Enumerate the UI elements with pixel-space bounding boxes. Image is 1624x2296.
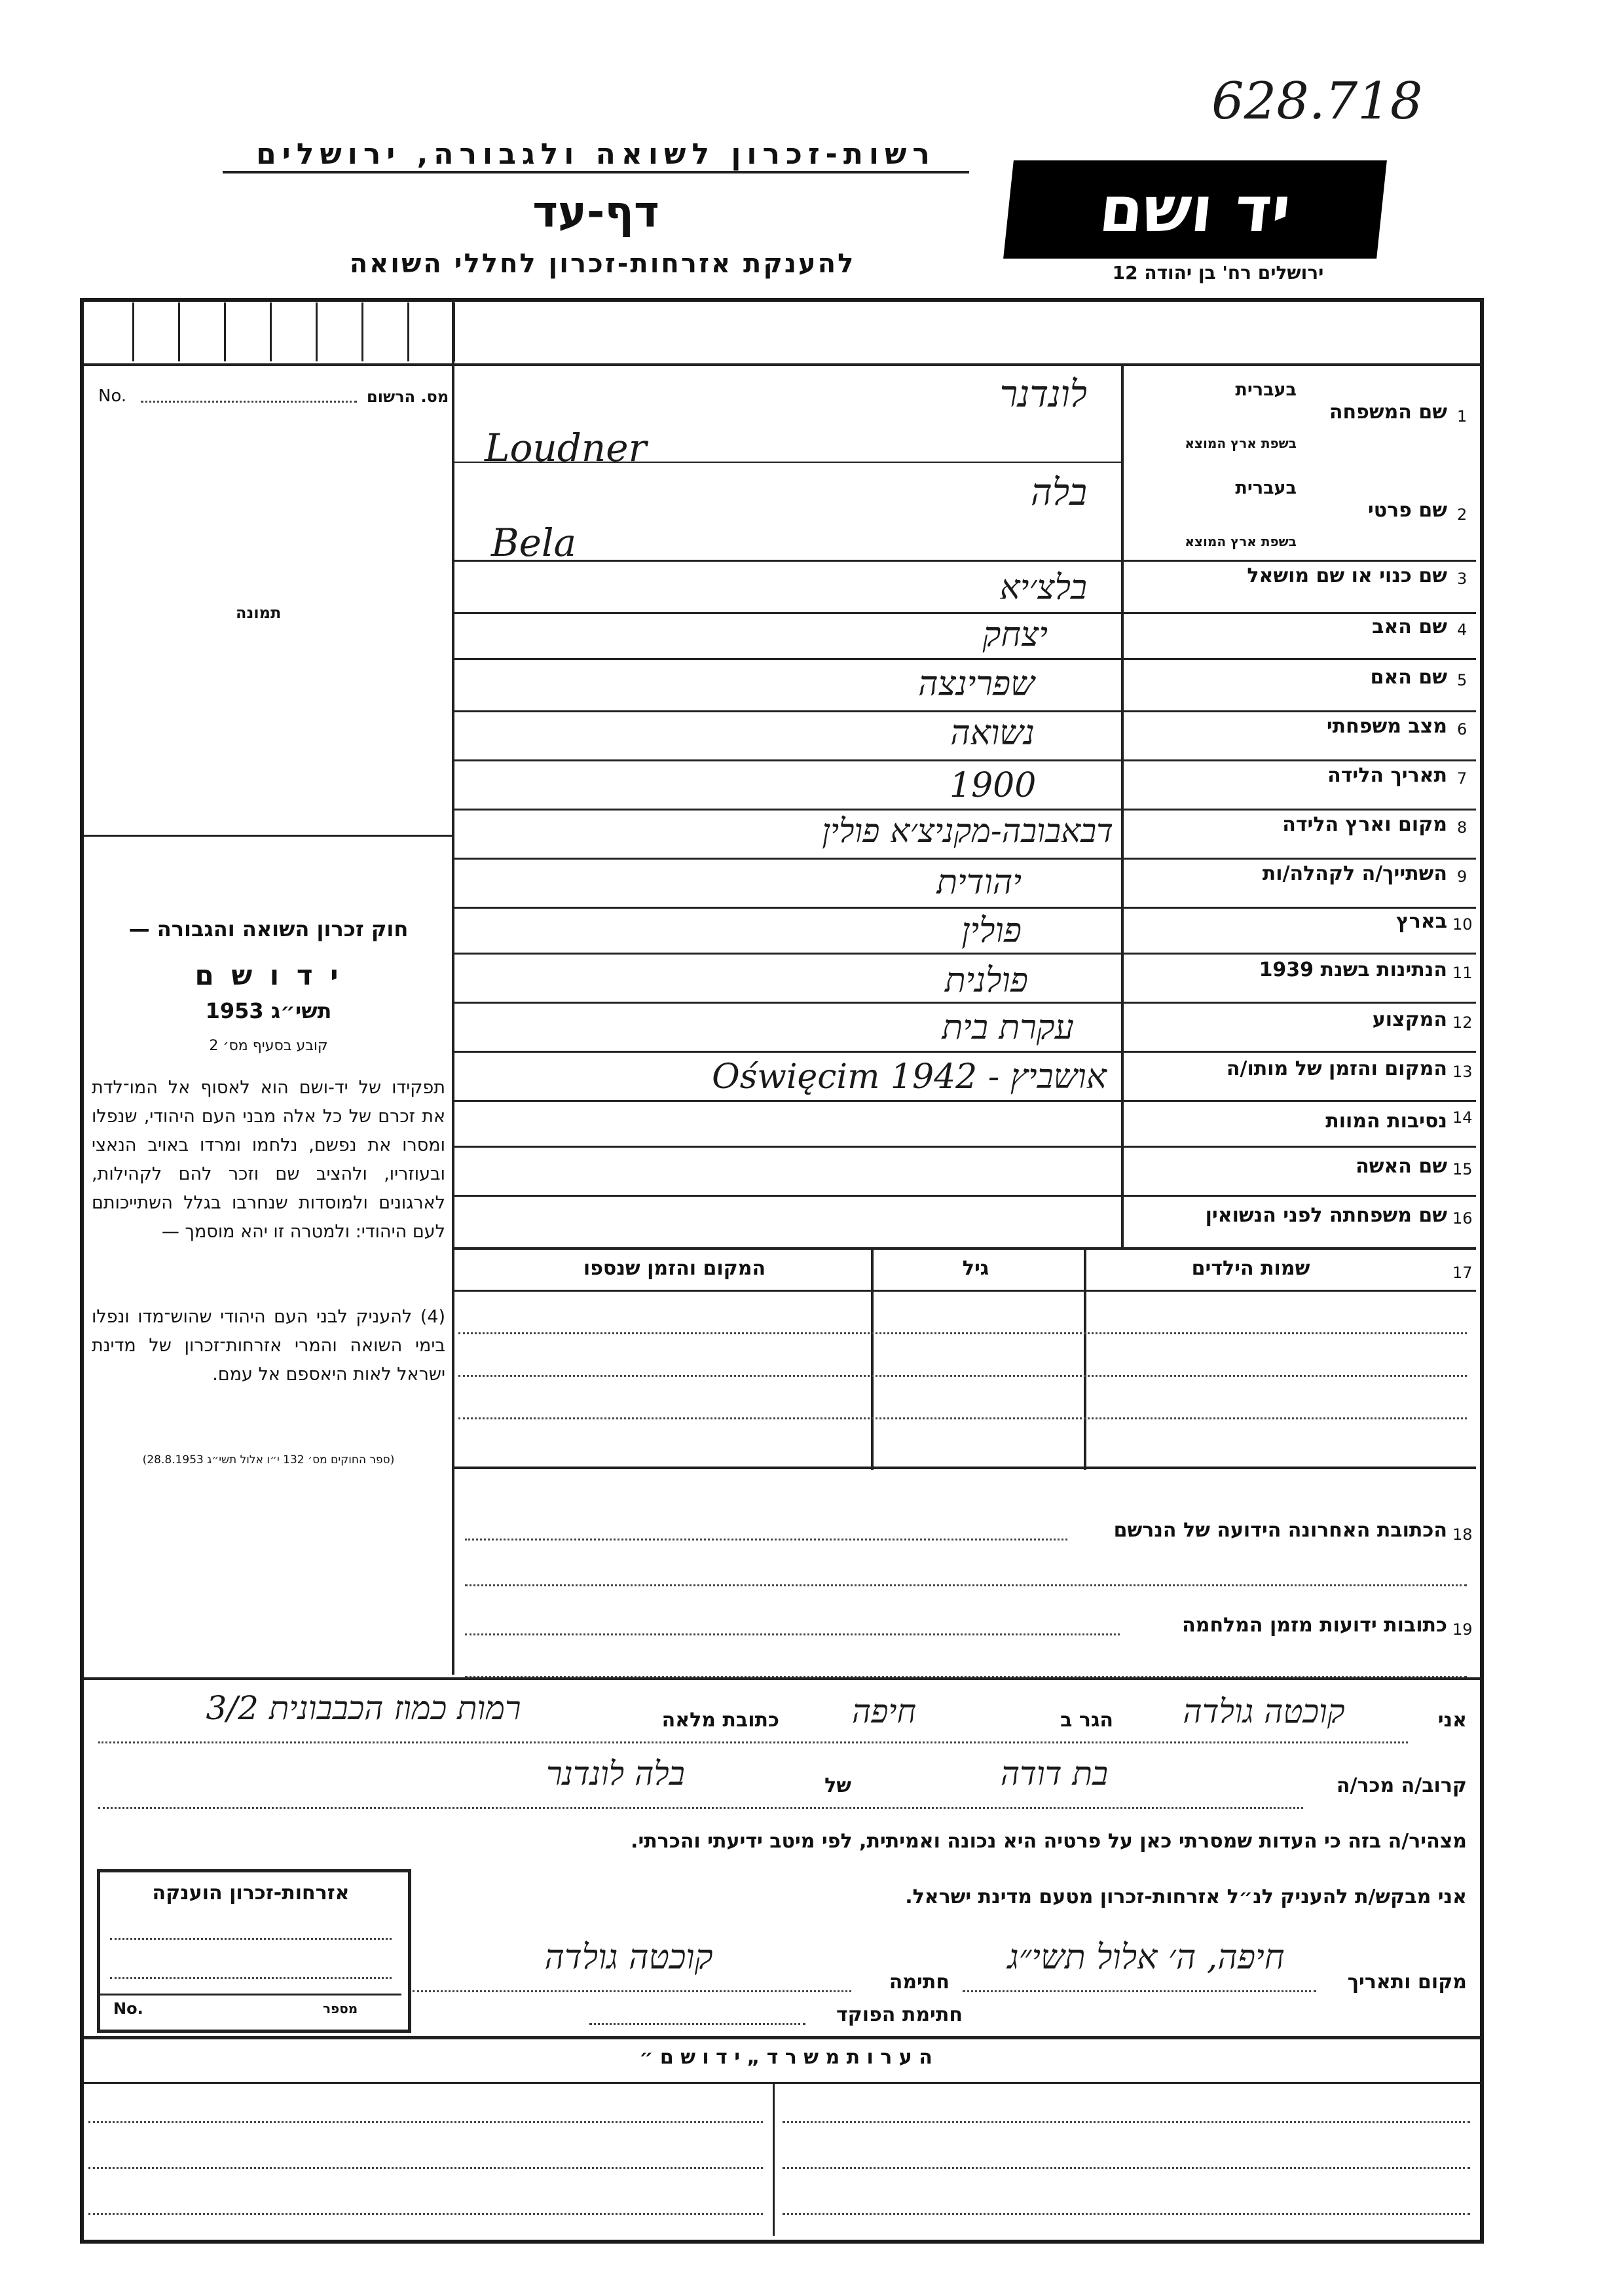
remarks-title: ה ע ר ו ת מ ש ר ד „ י ד ו ש ם ״ bbox=[639, 2046, 932, 2069]
cert-title: אזרחות-זכרון הוענקה bbox=[152, 1882, 350, 1904]
form-subtitle: להענקת אזרחות-זכרון לחללי השואה bbox=[349, 249, 856, 279]
field-2-value-orig[interactable]: Bela bbox=[491, 520, 577, 565]
field-3-value[interactable]: בלצ׳יא bbox=[999, 568, 1087, 608]
field-4-number: 4 bbox=[1457, 621, 1467, 639]
field-2-sub-he: בעברית bbox=[1235, 478, 1297, 498]
law-name: י ד ו ש ם bbox=[194, 959, 342, 991]
office-boxes bbox=[88, 302, 455, 361]
field-3-label: שם כנוי או שם מושאל bbox=[1247, 564, 1447, 587]
field-5-number: 5 bbox=[1457, 671, 1467, 689]
field-2-number: 2 bbox=[1457, 505, 1467, 524]
field-7-value[interactable]: 1900 bbox=[950, 766, 1037, 805]
field-2-label: שם פרטי bbox=[1367, 499, 1447, 522]
law-clause: קובע בסעיף מס׳ 2 bbox=[209, 1038, 328, 1054]
field-13-label: המקום והזמן של מותו/ה bbox=[1226, 1057, 1447, 1080]
field-9-label: השתייך/ה לקהלה/ות bbox=[1262, 862, 1447, 885]
field-11-label: הנתינות בשנת 1939 bbox=[1259, 958, 1447, 981]
children-col-names: שמות הילדים bbox=[1191, 1257, 1310, 1280]
law-ref: (ספר החוקים מס׳ 132 י״ו אלול תשי״ג 28.8.1953) bbox=[142, 1453, 395, 1467]
reg-no-label: מס. הרשום bbox=[367, 388, 449, 406]
field-8-label: מקום וארץ הלידה bbox=[1282, 813, 1447, 836]
field-12-number: 12 bbox=[1452, 1013, 1473, 1032]
field-7-number: 7 bbox=[1457, 769, 1467, 788]
field-12-label: המקצוע bbox=[1372, 1008, 1447, 1031]
decl-city[interactable]: חיפה bbox=[851, 1692, 917, 1730]
form-title: דף-עד bbox=[532, 187, 659, 237]
field-2-sub-orig: בשפת ארץ המוצא bbox=[1185, 534, 1297, 549]
field-9-value[interactable]: יהודית bbox=[936, 863, 1022, 902]
cert-no-label: No. bbox=[113, 1999, 143, 2018]
place-date[interactable]: חיפה, ה׳ אלול תשי״ג bbox=[1007, 1938, 1285, 1977]
decl-relation[interactable]: בת דודה bbox=[1000, 1755, 1109, 1793]
registry-number: 628.718 bbox=[1211, 72, 1423, 131]
field-19-number: 19 bbox=[1452, 1620, 1473, 1639]
decl-ani: אני bbox=[1437, 1709, 1467, 1732]
decl-deceased[interactable]: בלה לונדנר bbox=[546, 1755, 685, 1793]
law-text: תפקידו של יד-ושם הוא לאסוף אל המו־לדת את זכרם של כל אלה מבני העם היהודי, שנפלו ומסרו את נפשם, נלחמו ומרדו באויב הנאצי ובעוזריו, ולהציב שם וזכר להם לקהילות, לארגונים ולמוסדות שנחרבו בגלל השתייכותם לעם היהודי: ולמטרה זו יהא מוסמך — bbox=[92, 1078, 445, 1242]
field-10-label: בארץ bbox=[1395, 910, 1447, 933]
field-18-number: 18 bbox=[1452, 1525, 1473, 1544]
place-date-label: מקום ותאריך bbox=[1347, 1971, 1467, 1994]
field-1-label: שם המשפחה bbox=[1329, 401, 1447, 424]
field-9-number: 9 bbox=[1457, 867, 1467, 886]
law-year: תשי״ג 1953 bbox=[205, 998, 332, 1023]
yad-vashem-logo bbox=[1003, 160, 1387, 259]
children-col-place: המקום והזמן שנספו bbox=[583, 1257, 766, 1280]
field-1-sub-he: בעברית bbox=[1235, 380, 1297, 400]
org-name: רשות-זכרון לשואה ולגבורה, ירושלים bbox=[223, 137, 969, 173]
field-14-label: נסיבות המוות bbox=[1325, 1110, 1447, 1133]
field-14-number: 14 bbox=[1452, 1108, 1473, 1127]
field-13-value[interactable]: אושביץ - Oświęcim 1942 bbox=[712, 1057, 1107, 1097]
cert-num-label: מספר bbox=[323, 2001, 358, 2016]
decl-name[interactable]: קוכטה גולדה bbox=[1183, 1692, 1345, 1730]
field-17-number: 17 bbox=[1452, 1264, 1473, 1282]
reg-no-prefix: No. bbox=[98, 386, 127, 406]
field-5-value[interactable]: שפרינצה bbox=[918, 665, 1035, 704]
logo-text: יד ושם bbox=[1096, 173, 1295, 246]
field-16-label: שם משפחתה לפני הנשואין bbox=[1205, 1204, 1447, 1227]
field-8-number: 8 bbox=[1457, 818, 1467, 837]
signature[interactable]: קוכטה גולדה bbox=[544, 1938, 713, 1977]
field-2-value-he[interactable]: בלה bbox=[1031, 471, 1087, 514]
field-8-value[interactable]: דבאבובה-מקניצ׳א פולין bbox=[822, 812, 1113, 850]
field-12-value[interactable]: עקרת בית bbox=[942, 1008, 1074, 1048]
decl-resides: הגר ב bbox=[1060, 1709, 1113, 1732]
wartime-address-label: כתובות ידועות מזמן המלחמה bbox=[1182, 1614, 1447, 1637]
signature-label: חתימה bbox=[889, 1971, 950, 1994]
official-signature-label: חתימת הפוקד bbox=[836, 2003, 963, 2026]
field-15-label: שם האשה bbox=[1356, 1155, 1447, 1178]
field-3-number: 3 bbox=[1457, 570, 1467, 588]
field-1-value-he[interactable]: לונדנר bbox=[999, 373, 1087, 416]
children-col-age: גיל bbox=[962, 1257, 989, 1280]
field-6-number: 6 bbox=[1457, 720, 1467, 738]
decl-statement-1: מצהיר/ה בזה כי העדות שמסרתי כאן על פרטיה היא נכונה ואמיתית, לפי מיטב ידיעתי והכרתי. bbox=[631, 1830, 1467, 1853]
field-11-number: 11 bbox=[1452, 964, 1473, 982]
field-10-number: 10 bbox=[1452, 915, 1473, 934]
certificate-box bbox=[97, 1869, 411, 2033]
field-1-sub-orig: בשפת ארץ המוצא bbox=[1185, 435, 1297, 451]
field-4-label: שם האב bbox=[1372, 615, 1447, 638]
decl-relative-label: קרוב/ה מכר/ה bbox=[1336, 1774, 1467, 1797]
field-6-label: מצב משפחתי bbox=[1326, 715, 1447, 738]
address: ירושלים רח' בן יהודה 12 bbox=[1112, 262, 1324, 283]
field-1-number: 1 bbox=[1457, 407, 1467, 426]
law-text-2: (4) להעניק לבני העם היהודי שהוש־מדו ונפלו בימי השואה והמרי אזרחות־זכרון של מדינת ישראל לאות היאספם אל עמם. bbox=[92, 1307, 445, 1385]
decl-of: של bbox=[824, 1774, 851, 1797]
field-6-value[interactable]: נשואה bbox=[950, 714, 1035, 753]
law-title: חוק זכרון השואה והגבורה — bbox=[128, 917, 409, 941]
field-13-number: 13 bbox=[1452, 1063, 1473, 1081]
decl-statement-2: אני מבקש/ת להעניק לנ״ל אזרחות-זכרון מטעם מדינת ישראל. bbox=[905, 1886, 1467, 1908]
field-16-number: 16 bbox=[1452, 1209, 1473, 1228]
field-11-value[interactable]: פולנית bbox=[944, 961, 1028, 1000]
field-4-value[interactable]: יצחק bbox=[982, 615, 1048, 655]
decl-street[interactable]: רמות כמוז הכבבונית 3/2 bbox=[206, 1689, 521, 1727]
field-7-label: תאריך הלידה bbox=[1327, 764, 1447, 787]
field-1-value-orig[interactable]: Loudner bbox=[485, 426, 647, 470]
photo-label: תמונה bbox=[236, 604, 282, 622]
field-5-label: שם האם bbox=[1370, 666, 1447, 689]
field-15-number: 15 bbox=[1452, 1160, 1473, 1178]
field-10-value[interactable]: פולין bbox=[961, 911, 1022, 951]
last-address-label: הכתובת האחרונה הידועה של הנרשם bbox=[1113, 1519, 1447, 1542]
decl-full-addr-label: כתובת מלאה bbox=[661, 1709, 779, 1732]
